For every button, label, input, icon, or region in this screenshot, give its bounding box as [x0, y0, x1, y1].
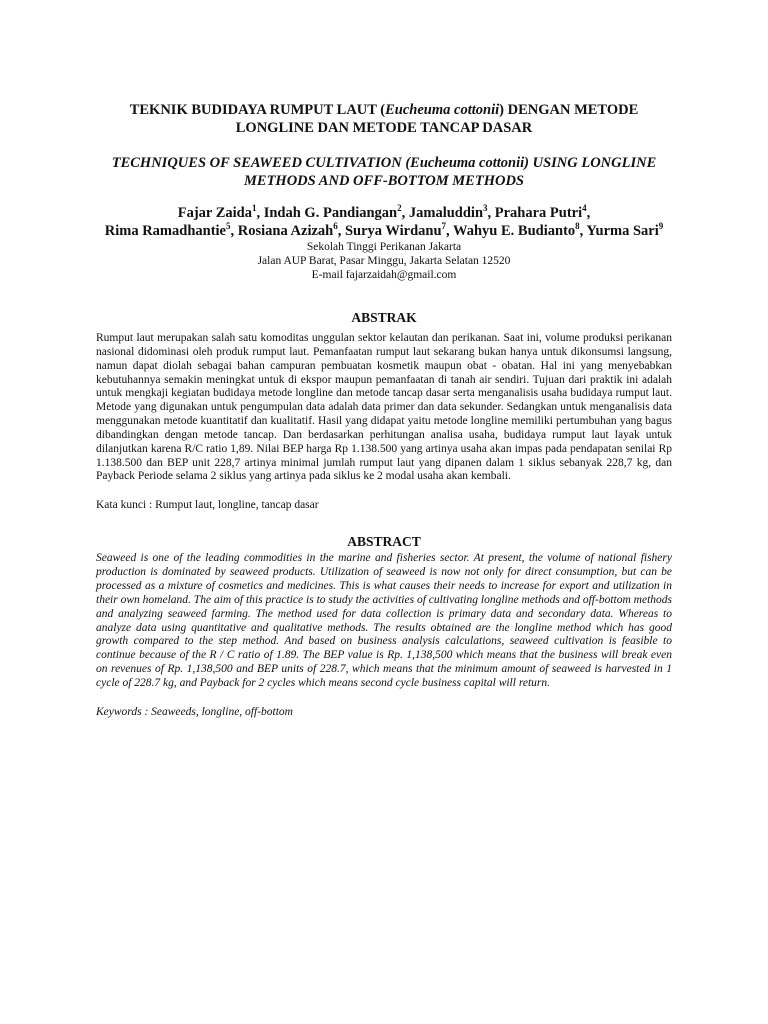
title-id-suffix: ) DENGAN METODE [499, 102, 639, 118]
author-affil-number: 3 [483, 203, 488, 214]
author-affil-number: 9 [658, 221, 664, 232]
title-en-line1: TECHNIQUES OF SEAWEED CULTIVATION (Eucheuma cottonii) USING LONGLINE [111, 155, 657, 171]
author-name: Yurma Sari [586, 223, 659, 239]
affiliation-email: E-mail fajarzaidah@gmail.com [311, 269, 457, 281]
abstrak-body: Rumput laut merupakan salah satu komoditas unggulan sektor kelautan dan perikanan. Saat ini, volume produksi perikanan nasional didominasi oleh produk rumput laut. Pemanfaatan rumput laut sekarang bukan hanya untuk dikonsumsi langsung, namun dapat diolah sebagai bahan campuran pembuatan kosmetik maupun obat - obatan. Hal ini yang menyebabkan kebutuhannya semakin meningkat untuk di ekspor maupun pemanfaatan di tanah air sendiri. Tujuan dari praktik ini adalah untuk mengkaji kegiatan budidaya metode longline dan metode tancap dasar serta menganalisis usaha budidaya rumput laut. Metode yang digunakan untuk pengumpulan data adalah data primer dan data sekunder. Sedangkan untuk menganalisis data menggunakan metode kuantitatif dan kualitatif. Hasil yang didapat yaitu metode longline memiliki pertumbuhan yang bagus dibandingkan dengan metode tancap. Dan berdasarkan perhitungan analisa usaha, budidaya rumput laut layak untuk dilanjutkan karena R/C ratio 1,89. Nilai BEP harga Rp 1.138.500 yang artinya usaha akan impas pada pendapatan senilai Rp 1.138.500 dan BEP unit 228,7 artinya minimal jumlah rumput laut yang dipanen dalam 1 siklus sebanyak 228,7 kg, dan Payback Periode selama 2 siklus yang artinya pada siklus ke 2 modal usaha akan kembali. [96, 332, 672, 483]
author-affil-number: 2 [397, 203, 402, 214]
title-en-line2: METHODS AND OFF-BOTTOM METHODS [244, 173, 524, 189]
affiliation-institution: Sekolah Tinggi Perikanan Jakarta [306, 241, 462, 253]
author-affil-number: 4 [582, 203, 587, 214]
title-id-species: Eucheuma cottonii [385, 102, 500, 118]
title-id-prefix: TEKNIK BUDIDAYA RUMPUT LAUT ( [129, 102, 386, 118]
indonesian-title [96, 0, 672, 137]
author-name: Fajar Zaida [177, 205, 252, 221]
author-list: Fajar Zaida$^1$, Indah G. Pandiangan$^2$, Jamaluddin$^3$, Prahara Putri$^4$, Rima Ramadhantie$^5$, Rosiana Azizah$^6$, Surya Wirdanu$^7$, Wahyu E. Budianto$^8$, Yurma Sari$^9$ [104, 203, 664, 239]
author-affil-number: 7 [441, 221, 447, 232]
abstrak-heading: ABSTRAK [351, 310, 417, 325]
author-affil-number: 6 [333, 221, 338, 232]
abstrak-keywords: Kata kunci : Rumput laut, longline, tancap dasar [96, 499, 319, 512]
affiliation-address: Jalan AUP Barat, Pasar Minggu, Jakarta Selatan 12520 [257, 255, 511, 267]
author-affil-number: 8 [575, 221, 580, 232]
author-name: Surya Wirdanu [344, 223, 442, 239]
author-name: Rima Ramadhantie [104, 223, 226, 239]
author-name: Jamaluddin [408, 205, 484, 221]
abstract-body: Seaweed is one of the leading commodities in the marine and fisheries sector. At present, the volume of national fishery production is dominated by seaweed products. Utilization of seaweed is now not only for direct consumption, but can be processed as a mixture of cosmetics and medicines. This is what causes their needs to increase for export and utilization in their own homeland. The aim of this practice is to study the activities of cultivating longline methods and off-bottom methods and analyzing seaweed farming. The method used for data collection is primary data and secondary data. Whereas to analyze data using quantitative and qualitative methods. The results obtained are the longline method which has good growth compared to the step method. And based on business analysis calculations, seaweed cultivation is feasible to continue because of the R / C ratio of 1.89. The BEP value is Rp. 1,138,500 which means that the business will break even on revenues of Rp. 1,138,500 and BEP units of 228.7, which means that the minimum amount of seaweed is harvested in 1 cycle of 228.7 kg, and Payback for 2 cycles which means second cycle business capital will return. [96, 552, 672, 689]
title-id-line2: LONGLINE DAN METODE TANCAP DASAR [235, 120, 533, 136]
author-name: Prahara Putri [494, 205, 583, 221]
abstract-keywords: Keywords : Seaweeds, longline, off-bottom [96, 705, 293, 718]
author-affil-number: 5 [226, 221, 231, 232]
author-name: Wahyu E. Budianto [453, 223, 576, 239]
abstract-heading: ABSTRACT [347, 534, 421, 550]
english-title [96, 137, 672, 190]
author-name: Indah G. Pandiangan [263, 205, 398, 221]
author-affil-number: 1 [251, 203, 257, 214]
author-name: Rosiana Azizah [237, 223, 334, 239]
